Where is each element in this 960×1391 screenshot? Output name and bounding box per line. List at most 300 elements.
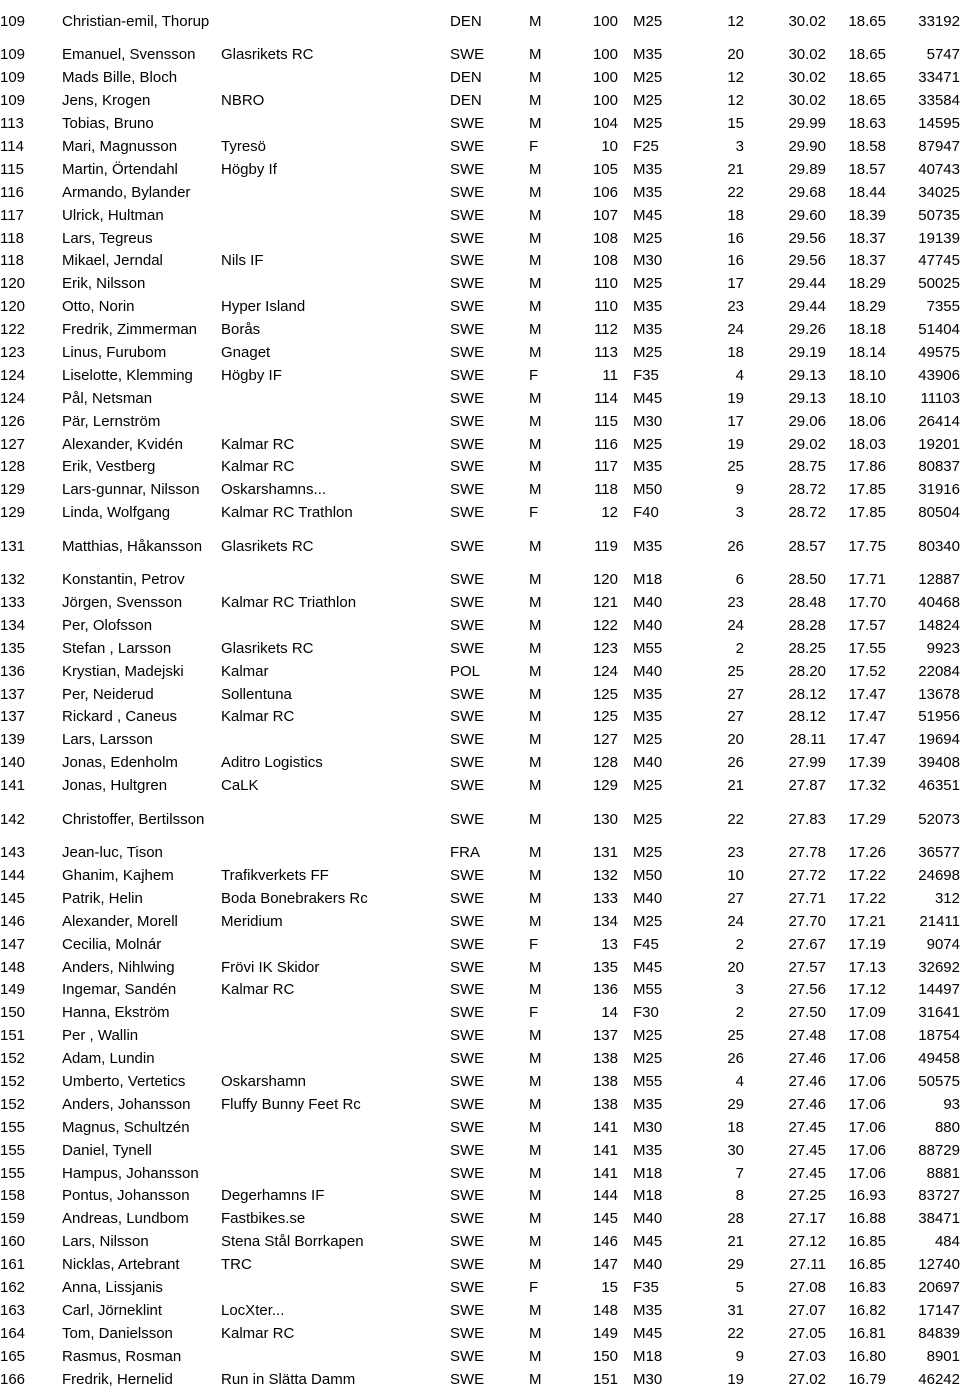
cell-gender: M (529, 1164, 542, 1182)
cell-placement: 124 (0, 389, 26, 407)
cell-name: Carl, Jörneklint (62, 1301, 163, 1319)
cell-class-place: 2 (735, 1004, 744, 1022)
cell-gender-place: 106 (592, 183, 618, 201)
cell-nation: SWE (450, 708, 485, 726)
cell-class-place: 23 (727, 594, 744, 612)
table-row (0, 1116, 960, 1139)
cell-name: Per, Neiderud (62, 685, 154, 703)
cell-gender: F (529, 1278, 539, 1296)
cell-bib: 19139 (918, 229, 960, 247)
cell-class-place: 7 (735, 1164, 744, 1182)
cell-name: Jörgen, Svensson (62, 594, 183, 612)
cell-club: Trafikverkets FF (221, 866, 329, 884)
cell-gender: M (529, 1187, 542, 1205)
cell-gender: M (529, 912, 542, 930)
cell-bib: 87947 (918, 138, 960, 155)
cell-speed: 27.56 (788, 981, 826, 999)
table-row (0, 1368, 960, 1391)
table-row (0, 410, 960, 433)
cell-bib: 32692 (918, 958, 960, 976)
cell-class-place: 24 (727, 616, 744, 634)
cell-placement: 120 (0, 298, 26, 316)
cell-name: Jonas, Edenholm (62, 754, 178, 772)
cell-time: 17.85 (848, 504, 886, 522)
cell-name: Anders, Johansson (62, 1095, 191, 1113)
cell-class-place: 18 (727, 344, 744, 362)
cell-class-place: 8 (735, 1187, 744, 1205)
cell-gender-place: 122 (592, 616, 618, 634)
cell-gender-place: 148 (592, 1301, 618, 1319)
cell-class: M25 (633, 344, 663, 362)
cell-bib: 8881 (926, 1164, 960, 1182)
cell-class: F40 (633, 504, 659, 522)
cell-name: Krystian, Madejski (62, 662, 184, 680)
cell-name: Jean-luc, Tison (62, 844, 163, 862)
cell-gender-place: 104 (592, 115, 618, 133)
cell-placement: 166 (0, 1370, 26, 1388)
cell-class-place: 27 (727, 889, 744, 907)
cell-nation: SWE (450, 889, 485, 907)
cell-speed: 29.02 (788, 435, 826, 453)
table-row (0, 158, 960, 181)
cell-gender: M (529, 412, 542, 430)
cell-name: Liselotte, Klemming (62, 366, 193, 384)
cell-gender-place: 100 (592, 46, 618, 64)
cell-class: M55 (633, 981, 663, 999)
cell-name: Patrik, Helin (62, 889, 143, 907)
cell-gender: M (529, 229, 542, 247)
cell-bib: 19694 (918, 731, 960, 749)
cell-speed: 28.75 (788, 458, 826, 476)
cell-club (221, 569, 441, 592)
cell-time: 17.22 (848, 889, 886, 907)
cell-club (221, 1048, 441, 1071)
cell-nation: SWE (450, 1004, 485, 1022)
cell-bib: 11103 (920, 389, 960, 407)
cell-time: 18.44 (848, 183, 886, 201)
cell-gender: M (529, 183, 542, 201)
cell-gender: M (529, 206, 542, 224)
cell-bib: 34025 (918, 183, 960, 201)
cell-class-place: 25 (727, 458, 744, 476)
cell-gender-place: 100 (592, 13, 618, 30)
cell-placement: 142 (0, 810, 26, 828)
cell-club (221, 0, 441, 44)
cell-speed: 27.72 (788, 866, 826, 884)
cell-class-place: 30 (727, 1141, 744, 1159)
cell-gender-place: 100 (592, 69, 618, 87)
cell-bib: 33471 (918, 69, 960, 87)
cell-placement: 148 (0, 958, 26, 976)
cell-class: M25 (633, 912, 663, 930)
cell-gender-place: 141 (592, 1141, 618, 1159)
cell-speed: 28.12 (788, 685, 826, 703)
cell-time: 17.06 (848, 1118, 886, 1136)
cell-gender: M (529, 616, 542, 634)
cell-time: 16.82 (848, 1301, 886, 1319)
cell-placement: 115 (0, 160, 24, 178)
cell-time: 17.47 (848, 708, 886, 726)
cell-time: 16.81 (848, 1324, 886, 1342)
cell-class: M35 (633, 458, 663, 476)
cell-placement: 144 (0, 866, 26, 884)
cell-gender-place: 144 (592, 1187, 618, 1205)
cell-nation: SWE (450, 321, 485, 339)
cell-bib: 22084 (918, 662, 960, 680)
cell-time: 17.19 (848, 935, 886, 953)
cell-speed: 27.17 (788, 1210, 826, 1228)
cell-bib: 49575 (918, 344, 960, 362)
cell-club: Kalmar RC Triathlon (221, 594, 357, 612)
cell-speed: 28.28 (788, 616, 826, 634)
cell-gender: M (529, 46, 542, 64)
cell-club: Högby IF (221, 366, 282, 384)
cell-class-place: 21 (727, 777, 744, 795)
cell-gender: M (529, 1118, 542, 1136)
cell-gender: M (529, 1027, 542, 1045)
cell-gender-place: 14 (601, 1004, 618, 1022)
cell-gender: F (529, 1004, 539, 1022)
cell-name: Lars-gunnar, Nilsson (62, 481, 200, 499)
cell-placement: 155 (0, 1141, 26, 1159)
cell-gender: M (529, 115, 542, 133)
cell-gender: M (529, 685, 542, 703)
cell-gender: M (529, 537, 542, 555)
cell-class: F35 (633, 366, 659, 384)
cell-club (221, 113, 441, 136)
cell-class-place: 17 (727, 275, 744, 293)
cell-placement: 126 (0, 412, 26, 430)
cell-gender: M (529, 866, 542, 884)
cell-placement: 137 (0, 685, 26, 703)
cell-speed: 30.02 (788, 13, 826, 30)
cell-nation: SWE (450, 912, 485, 930)
cell-name: Linus, Furubom (62, 344, 167, 362)
cell-class: M25 (633, 229, 663, 247)
table-row (0, 865, 960, 888)
cell-gender-place: 124 (592, 662, 618, 680)
cell-club (221, 204, 441, 227)
cell-placement: 118 (0, 229, 24, 247)
cell-gender-place: 134 (592, 912, 618, 930)
cell-gender-place: 141 (592, 1164, 618, 1182)
cell-time: 17.26 (848, 844, 886, 862)
cell-class-place: 19 (727, 1370, 744, 1388)
cell-nation: SWE (450, 1027, 485, 1045)
cell-time: 18.37 (848, 229, 886, 247)
cell-speed: 27.12 (788, 1233, 826, 1251)
cell-placement: 109 (0, 92, 26, 110)
cell-placement: 158 (0, 1187, 26, 1205)
cell-class-place: 24 (727, 321, 744, 339)
table-row (0, 181, 960, 204)
cell-gender: M (529, 389, 542, 407)
cell-class: M25 (633, 115, 663, 133)
cell-name: Stefan , Larsson (62, 639, 172, 657)
cell-time: 17.06 (848, 1141, 886, 1159)
cell-nation: SWE (450, 366, 485, 384)
cell-class: M40 (633, 594, 663, 612)
table-row (0, 44, 960, 67)
cell-class-place: 6 (735, 571, 744, 589)
cell-speed: 27.07 (788, 1301, 826, 1319)
cell-bib: 24698 (918, 866, 960, 884)
cell-gender-place: 108 (592, 229, 618, 247)
table-row (0, 1002, 960, 1025)
cell-time: 18.10 (848, 389, 886, 407)
cell-bib: 12887 (918, 571, 960, 589)
cell-name: Christoffer, Bertilsson (62, 810, 205, 828)
cell-class-place: 31 (727, 1301, 744, 1319)
cell-bib: 50735 (918, 206, 960, 224)
cell-nation: SWE (450, 504, 485, 522)
table-row (0, 525, 960, 569)
cell-gender: M (529, 639, 542, 657)
cell-class-place: 21 (727, 1233, 744, 1251)
table-row (0, 729, 960, 752)
cell-speed: 29.89 (788, 160, 826, 178)
cell-time: 17.21 (848, 912, 886, 930)
cell-club: Oskarshamns... (221, 481, 327, 499)
cell-placement: 117 (0, 206, 24, 224)
cell-nation: SWE (450, 344, 485, 362)
cell-time: 18.65 (848, 92, 886, 110)
cell-gender-place: 113 (594, 344, 618, 362)
cell-gender: M (529, 1347, 542, 1365)
cell-gender-place: 128 (592, 754, 618, 772)
table-row (0, 933, 960, 956)
cell-speed: 27.87 (788, 777, 826, 795)
cell-class: M25 (633, 1027, 663, 1045)
cell-class: M40 (633, 662, 663, 680)
cell-gender: M (529, 662, 542, 680)
cell-gender: F (529, 366, 539, 384)
cell-gender-place: 125 (592, 685, 618, 703)
table-row (0, 456, 960, 479)
cell-gender: M (529, 844, 542, 862)
cell-club: Kalmar (221, 662, 269, 680)
cell-name: Jens, Krogen (62, 92, 151, 110)
cell-name: Alexander, Morell (62, 912, 178, 930)
cell-class-place: 25 (727, 1027, 744, 1045)
cell-nation: SWE (450, 160, 485, 178)
cell-bib: 14497 (918, 981, 960, 999)
cell-speed: 27.46 (788, 1072, 826, 1090)
cell-name: Alexander, Kvidén (62, 435, 183, 453)
cell-placement: 122 (0, 321, 26, 339)
cell-placement: 133 (0, 594, 26, 612)
cell-placement: 136 (0, 662, 26, 680)
cell-gender-place: 13 (601, 935, 618, 953)
cell-bib: 12740 (918, 1256, 960, 1274)
cell-speed: 29.90 (788, 138, 826, 155)
cell-name: Ulrick, Hultman (62, 206, 164, 224)
cell-club: Kalmar RC (221, 981, 295, 999)
cell-time: 18.39 (848, 206, 886, 224)
cell-name: Tobias, Bruno (62, 115, 154, 133)
cell-name: Mikael, Jerndal (62, 252, 163, 270)
cell-club (221, 387, 441, 410)
cell-placement: 161 (0, 1256, 26, 1274)
cell-time: 17.86 (848, 458, 886, 476)
cell-gender-place: 137 (592, 1027, 618, 1045)
table-row (0, 1048, 960, 1071)
cell-speed: 28.20 (788, 662, 826, 680)
cell-nation: SWE (450, 1256, 485, 1274)
cell-class-place: 27 (727, 708, 744, 726)
cell-placement: 120 (0, 275, 26, 293)
cell-time: 17.47 (848, 685, 886, 703)
cell-name: Otto, Norin (62, 298, 135, 316)
cell-bib: 14595 (918, 115, 960, 133)
cell-club (221, 273, 441, 296)
cell-placement: 145 (0, 889, 26, 907)
cell-class-place: 3 (735, 981, 744, 999)
cell-bib: 36577 (918, 844, 960, 862)
cell-gender-place: 147 (592, 1256, 618, 1274)
cell-time: 17.52 (848, 662, 886, 680)
cell-bib: 80340 (918, 537, 960, 555)
cell-time: 17.32 (848, 777, 886, 795)
table-row (0, 569, 960, 592)
cell-club: Glasrikets RC (221, 537, 314, 555)
cell-gender: M (529, 594, 542, 612)
cell-bib: 80504 (918, 504, 960, 522)
cell-bib: 31641 (918, 1004, 960, 1022)
cell-class: M18 (633, 1347, 663, 1365)
cell-class: M30 (633, 1118, 663, 1136)
cell-time: 18.10 (848, 366, 886, 384)
cell-class: M18 (633, 571, 663, 589)
cell-class: M50 (633, 481, 663, 499)
cell-time: 17.12 (848, 981, 886, 999)
cell-time: 17.09 (848, 1004, 886, 1022)
cell-time: 17.06 (848, 1050, 886, 1068)
cell-gender-place: 12 (601, 504, 618, 522)
cell-speed: 27.67 (788, 935, 826, 953)
cell-nation: SWE (450, 389, 485, 407)
cell-gender: M (529, 958, 542, 976)
cell-placement: 147 (0, 935, 26, 953)
cell-name: Per, Olofsson (62, 616, 153, 634)
cell-placement: 135 (0, 639, 26, 657)
cell-club: Gnaget (221, 344, 271, 362)
cell-class: M25 (633, 13, 663, 30)
table-row (0, 1277, 960, 1300)
cell-class: M30 (633, 412, 663, 430)
cell-name: Per , Wallin (62, 1027, 139, 1045)
cell-class: M45 (633, 389, 663, 407)
cell-nation: DEN (450, 13, 482, 30)
cell-placement: 149 (0, 981, 26, 999)
cell-placement: 137 (0, 708, 26, 726)
cell-club (221, 1345, 441, 1368)
cell-class: M45 (633, 1324, 663, 1342)
cell-time: 18.37 (848, 252, 886, 270)
cell-nation: SWE (450, 731, 485, 749)
cell-nation: SWE (450, 1278, 485, 1296)
cell-class-place: 20 (727, 46, 744, 64)
cell-speed: 27.46 (788, 1095, 826, 1113)
cell-gender-place: 136 (592, 981, 618, 999)
cell-placement: 152 (0, 1072, 26, 1090)
table-row (0, 1025, 960, 1048)
cell-nation: SWE (450, 1141, 485, 1159)
cell-time: 16.83 (848, 1278, 886, 1296)
cell-gender: M (529, 458, 542, 476)
cell-nation: SWE (450, 1164, 485, 1182)
cell-bib: 46242 (918, 1370, 960, 1388)
cell-class: M25 (633, 810, 663, 828)
cell-placement: 129 (0, 504, 26, 522)
cell-time: 17.71 (848, 571, 886, 589)
cell-placement: 150 (0, 1004, 26, 1022)
cell-class-place: 16 (727, 229, 744, 247)
cell-placement: 127 (0, 435, 26, 453)
cell-club (221, 1116, 441, 1139)
cell-class-place: 26 (727, 537, 744, 555)
cell-speed: 27.03 (788, 1347, 826, 1365)
cell-bib: 9074 (926, 935, 960, 953)
cell-time: 16.88 (848, 1210, 886, 1228)
cell-nation: SWE (450, 435, 485, 453)
cell-class: M45 (633, 958, 663, 976)
cell-class: F25 (633, 138, 659, 155)
cell-nation: SWE (450, 537, 485, 555)
cell-bib: 21411 (919, 912, 960, 930)
cell-club: Kalmar RC Trathlon (221, 504, 353, 522)
cell-gender-place: 105 (592, 160, 618, 178)
cell-time: 18.14 (848, 344, 886, 362)
cell-speed: 29.13 (788, 389, 826, 407)
cell-class-place: 21 (727, 160, 744, 178)
cell-speed: 29.68 (788, 183, 826, 201)
cell-time: 18.63 (848, 115, 886, 133)
cell-nation: SWE (450, 1370, 485, 1388)
cell-nation: SWE (450, 1072, 485, 1090)
cell-bib: 880 (934, 1118, 960, 1136)
cell-speed: 27.08 (788, 1278, 826, 1296)
cell-gender-place: 135 (592, 958, 618, 976)
cell-name: Erik, Nilsson (62, 275, 146, 293)
cell-name: Pär, Lernström (62, 412, 161, 430)
table-row (0, 0, 960, 44)
cell-gender-place: 146 (592, 1233, 618, 1251)
table-row (0, 1345, 960, 1368)
cell-club: Stena Stål Borrkapen (221, 1233, 364, 1251)
cell-gender: M (529, 344, 542, 362)
cell-nation: SWE (450, 206, 485, 224)
cell-class-place: 2 (735, 935, 744, 953)
cell-time: 17.55 (848, 639, 886, 657)
cell-class-place: 22 (727, 183, 744, 201)
table-row (0, 1254, 960, 1277)
cell-class-place: 2 (735, 639, 744, 657)
cell-name: Cecilia, Molnár (62, 935, 162, 953)
cell-gender-place: 125 (592, 708, 618, 726)
table-row (0, 1322, 960, 1345)
cell-gender-place: 11 (602, 366, 618, 384)
cell-class-place: 12 (727, 69, 744, 87)
cell-bib: 7355 (926, 298, 960, 316)
cell-class: M35 (633, 160, 663, 178)
cell-class-place: 27 (727, 685, 744, 703)
cell-class-place: 15 (727, 115, 744, 133)
cell-club: Degerhamns IF (221, 1187, 325, 1205)
cell-gender-place: 114 (594, 389, 618, 407)
cell-bib: 5747 (926, 46, 960, 64)
cell-time: 16.80 (848, 1347, 886, 1365)
